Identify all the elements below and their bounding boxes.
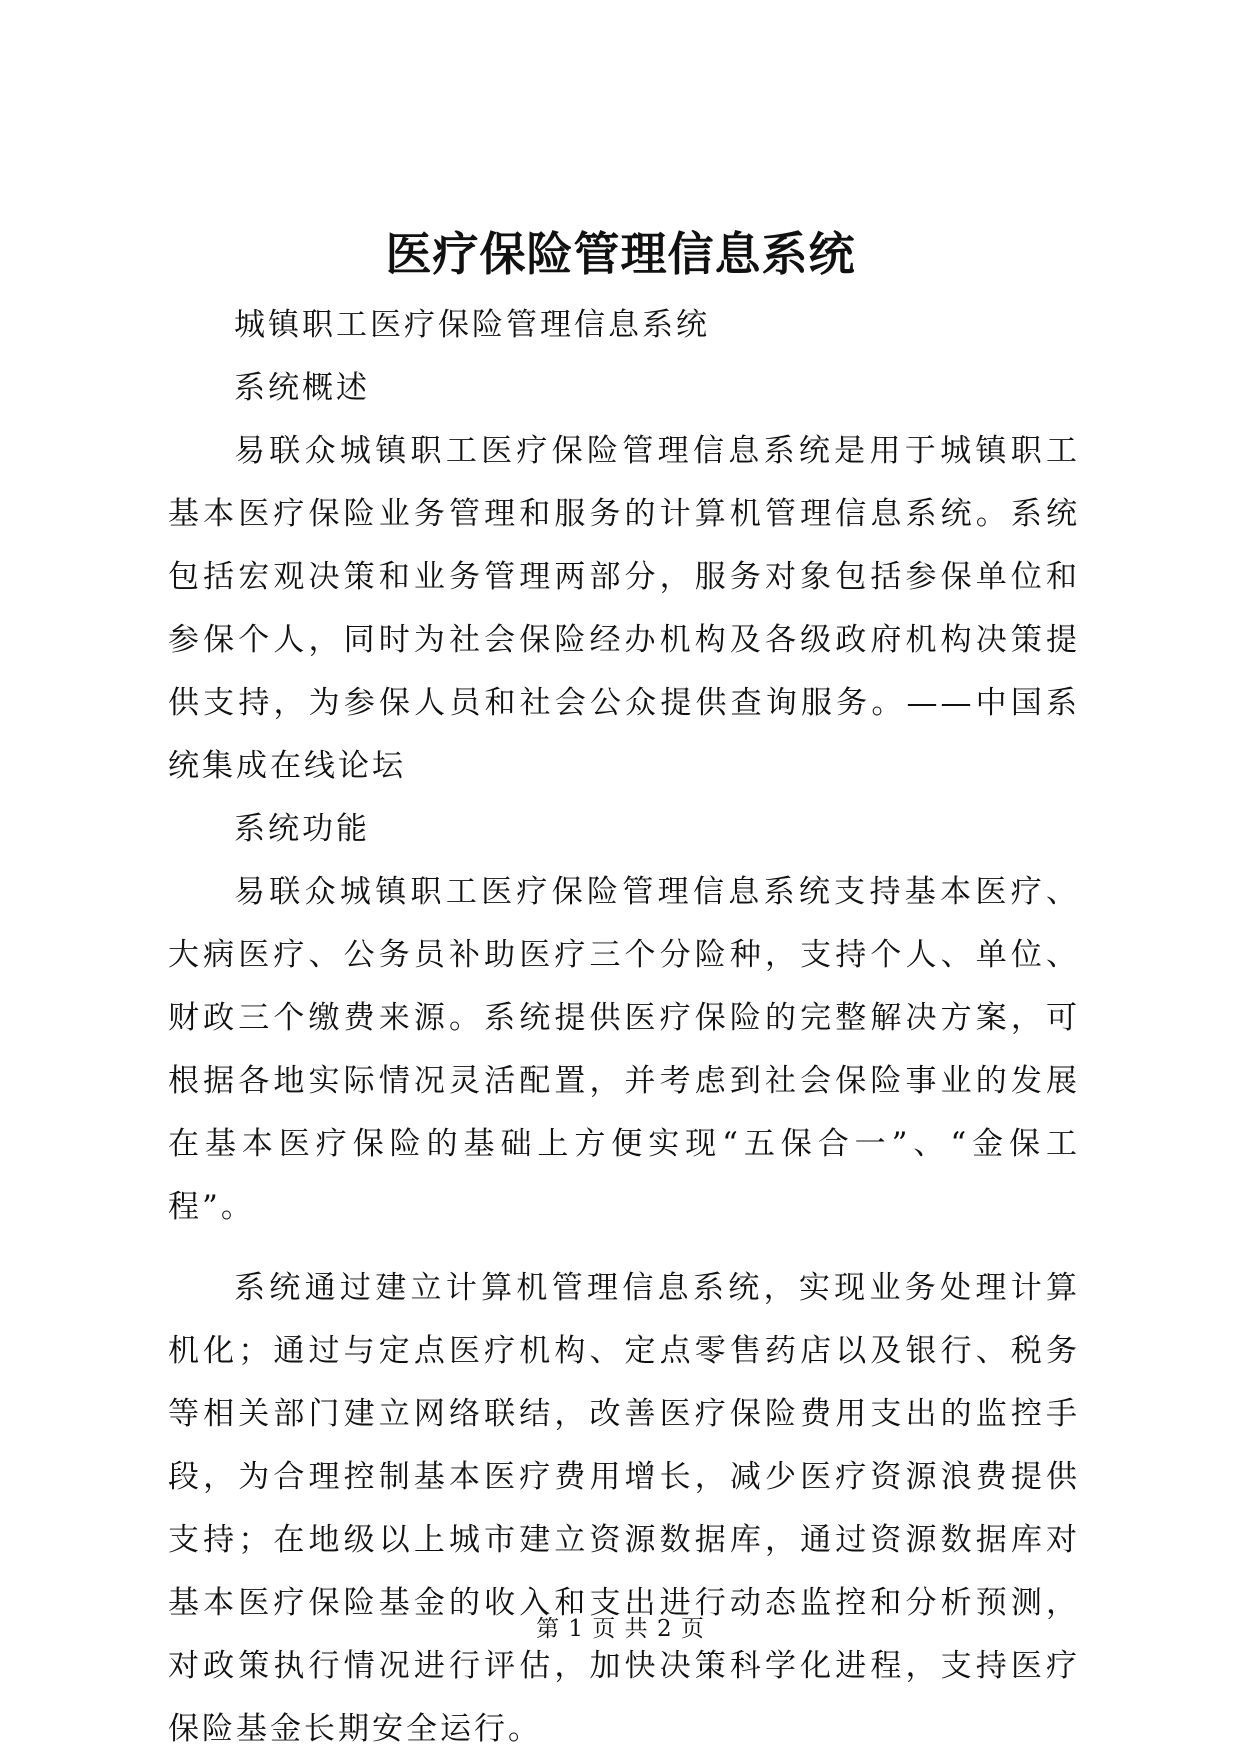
document-title: 医疗保险管理信息系统 <box>385 227 856 281</box>
paragraph-functions: 易联众城镇职工医疗保险管理信息系统支持基本医疗、大病医疗、公务员补助医疗三个分险种，支持个人、单位、财政三个缴费来源。系统提供医疗保险的完整解决方案，可根据各地实际情况灵活配置，并考虑到社会保险事业的发展在基本医疗保险的基础上方便实现“五保合一”、“金保工程”。 <box>168 874 1080 1225</box>
section-heading-overview: 系统概述 <box>234 370 370 406</box>
paragraph-subtitle: 城镇职工医疗保险管理信息系统 <box>234 307 710 343</box>
page-footer: 第 1 页 共 2 页 <box>536 1616 705 1642</box>
document-body <box>168 294 1080 1761</box>
paragraph-implementation: 系统通过建立计算机管理信息系统，实现业务处理计算机化；通过与定点医疗机构、定点零售药店以及银行、税务等相关部门建立网络联结，改善医疗保险费用支出的监控手段，为合理控制基本医疗费用增长，减少医疗资源浪费提供支持；在地级以上城市建立资源数据库，通过资源数据库对基本医疗保险基金的收入和支出进行动态监控和分析预测，对政策执行情况进行评估，加快决策科学化进程，支持医疗保险基金长期安全运行。 <box>168 1270 1080 1747</box>
section-heading-functions: 系统功能 <box>234 811 370 847</box>
paragraph-overview: 易联众城镇职工医疗保险管理信息系统是用于城镇职工基本医疗保险业务管理和服务的计算机管理信息系统。系统包括宏观决策和业务管理两部分，服务对象包括参保单位和参保个人，同时为社会保险经办机构及各级政府机构决策提供支持，为参保人员和社会公众提供查询服务。——中国系统集成在线论坛 <box>168 433 1080 784</box>
